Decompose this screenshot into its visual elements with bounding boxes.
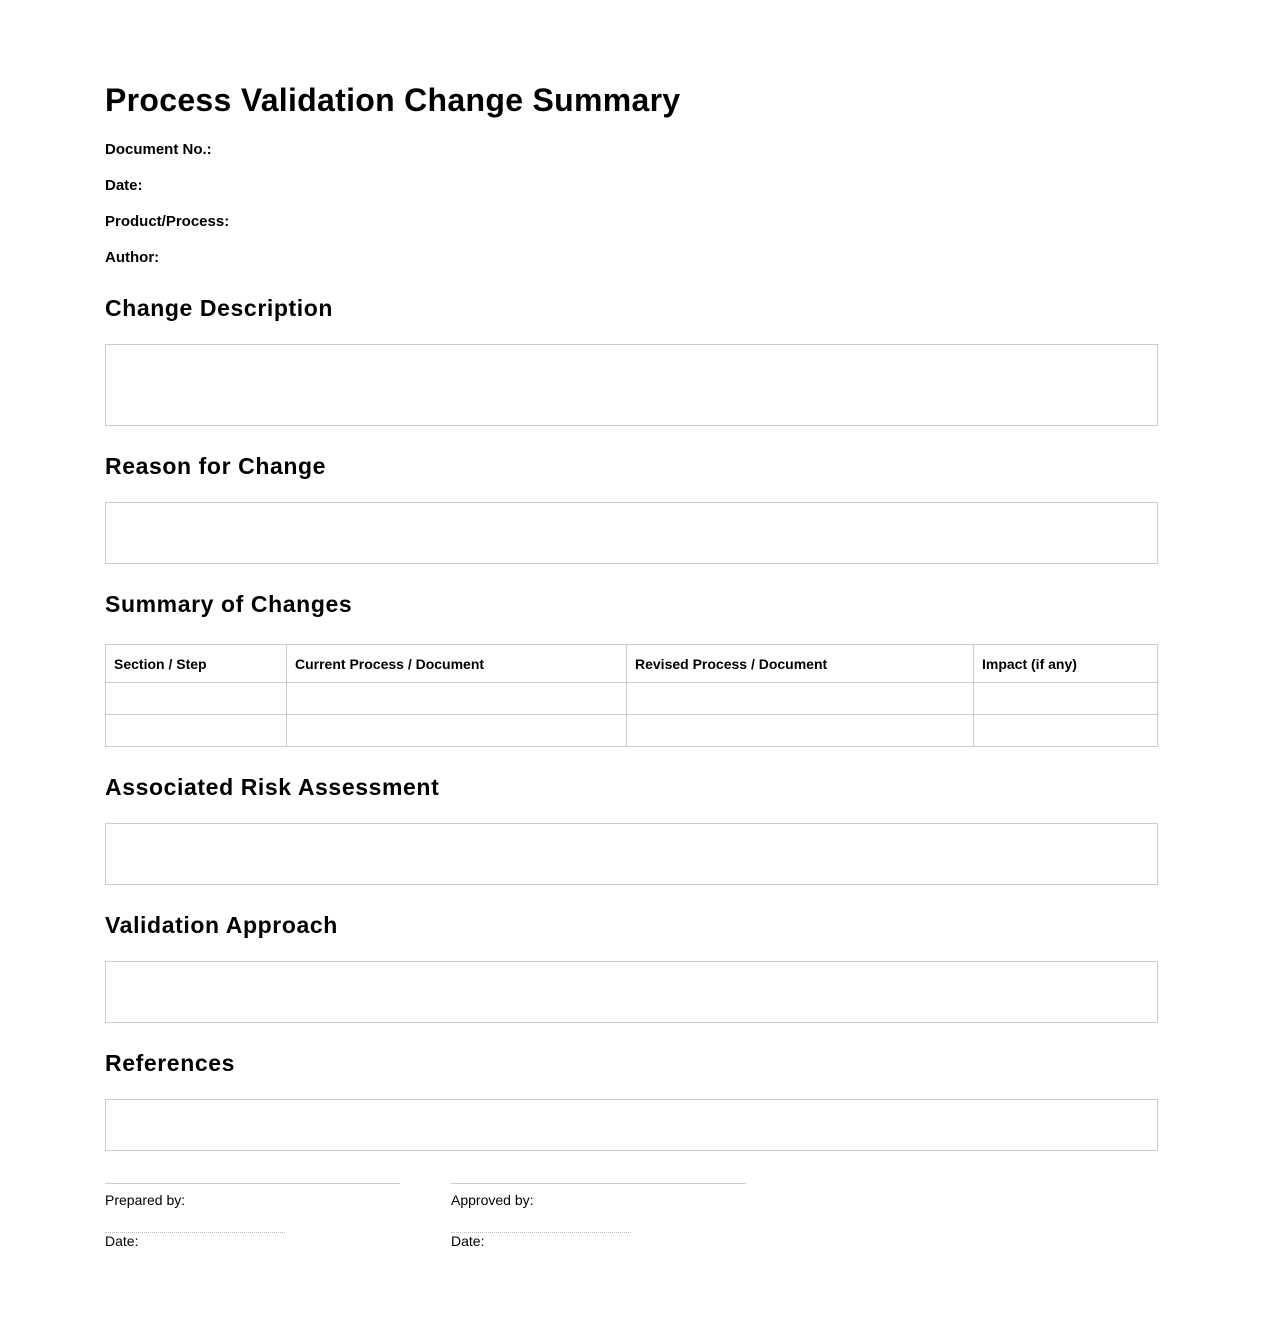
changes-table xyxy=(105,644,1158,747)
author-label: Author: xyxy=(105,249,160,266)
change-description-field[interactable] xyxy=(105,344,1158,426)
approved-by-label: Approved by: xyxy=(451,1192,534,1208)
table-cell[interactable] xyxy=(974,683,1158,715)
references-heading: References xyxy=(105,1050,236,1076)
validation-approach-field[interactable] xyxy=(105,961,1158,1023)
table-row xyxy=(106,683,1158,715)
document-no-label: Document No.: xyxy=(105,141,212,158)
references-field[interactable] xyxy=(105,1099,1158,1151)
approved-date-label: Date: xyxy=(451,1233,485,1249)
prepared-by-label: Prepared by: xyxy=(105,1192,186,1208)
summary-of-changes-heading: Summary of Changes xyxy=(105,591,353,617)
validation-approach-heading: Validation Approach xyxy=(105,912,338,938)
page-title: Process Validation Change Summary xyxy=(105,82,681,118)
table-cell[interactable] xyxy=(974,715,1158,747)
date-label: Date: xyxy=(105,177,143,194)
column-header-revised: Revised Process / Document xyxy=(627,645,974,683)
prepared-date-label: Date: xyxy=(105,1233,139,1249)
table-header-row xyxy=(106,645,1158,683)
table-cell[interactable] xyxy=(627,683,974,715)
table-cell[interactable] xyxy=(106,715,287,747)
column-header-impact: Impact (if any) xyxy=(974,645,1158,683)
approved-signature-line xyxy=(451,1183,746,1184)
prepared-signature-line xyxy=(105,1183,400,1184)
table-row xyxy=(106,715,1158,747)
change-description-heading: Change Description xyxy=(105,295,334,321)
reason-for-change-field[interactable] xyxy=(105,502,1158,564)
risk-assessment-field[interactable] xyxy=(105,823,1158,885)
table-cell[interactable] xyxy=(287,683,627,715)
risk-assessment-heading: Associated Risk Assessment xyxy=(105,774,440,800)
product-process-label: Product/Process: xyxy=(105,213,230,230)
table-cell[interactable] xyxy=(627,715,974,747)
table-cell[interactable] xyxy=(287,715,627,747)
column-header-section: Section / Step xyxy=(106,645,287,683)
reason-for-change-heading: Reason for Change xyxy=(105,453,327,479)
table-cell[interactable] xyxy=(106,683,287,715)
column-header-current: Current Process / Document xyxy=(287,645,627,683)
